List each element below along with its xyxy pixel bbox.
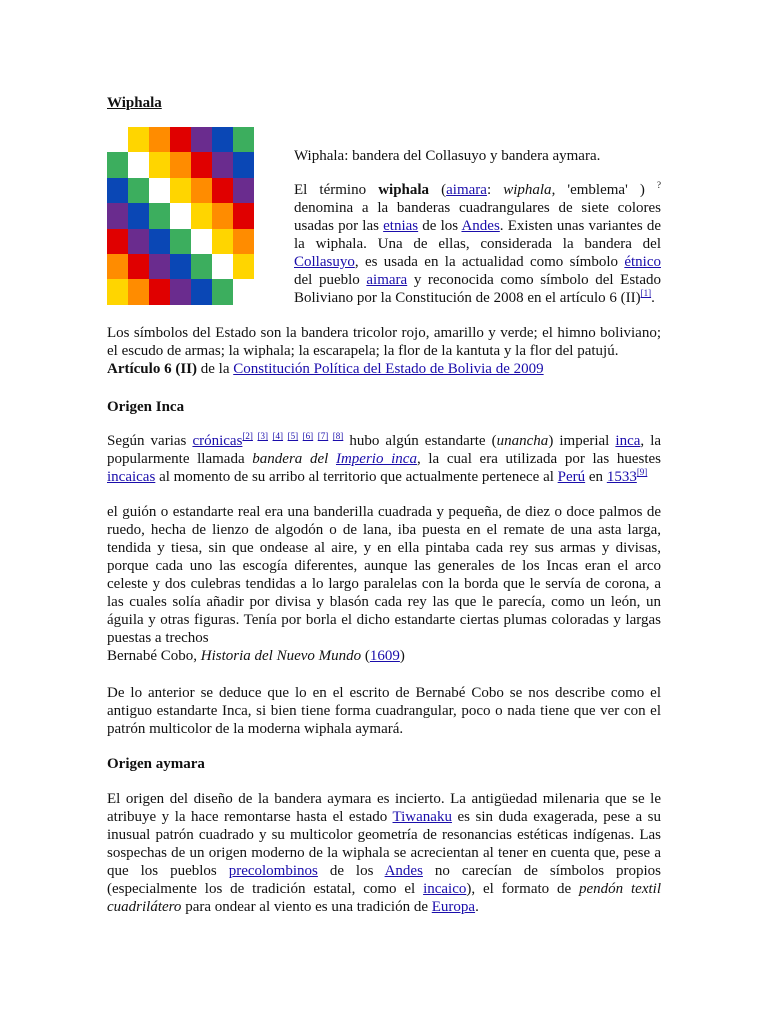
section-heading-origen-inca: Origen Inca bbox=[107, 399, 185, 415]
flag-square bbox=[212, 178, 233, 203]
text: en bbox=[585, 469, 607, 485]
flag-square bbox=[191, 229, 212, 254]
page-title: Wiphala bbox=[107, 95, 162, 111]
cobo-quote bbox=[107, 503, 661, 665]
link-precolombinos[interactable]: precolombinos bbox=[228, 863, 318, 879]
deduce-paragraph: De lo anterior se deduce que lo en el escrito de Bernabé Cobo se nos describe como el antiguo estandarte Inca, si bien tiene forma cuadrangular, poco o nada tiene que ver con el patrón multicolor de la moderna wiphala aymará. bbox=[107, 685, 661, 737]
text: , la cual era utilizada por las huestes bbox=[416, 451, 661, 467]
link-1533[interactable]: 1533 bbox=[606, 469, 637, 485]
wiphala-flag-image bbox=[107, 127, 254, 305]
link-cronicas[interactable]: crónicas bbox=[192, 433, 243, 449]
footnote-link[interactable]: [7] bbox=[317, 431, 329, 441]
flag-square bbox=[128, 203, 149, 228]
flag-square bbox=[149, 127, 170, 152]
flag-square bbox=[107, 127, 128, 152]
flag-square bbox=[107, 203, 128, 228]
flag-square bbox=[170, 127, 191, 152]
text: El origen del diseño de la bandera aymara es incierto. La antigüedad milenaria que se le atribuye y la hace remontarse hasta el estado bbox=[107, 791, 661, 825]
text: ) bbox=[399, 648, 405, 664]
text: Bernabé Cobo, bbox=[107, 648, 201, 664]
link-aimara[interactable]: aimara bbox=[366, 272, 408, 288]
text: de los bbox=[418, 218, 462, 234]
link-europa[interactable]: Europa bbox=[431, 899, 476, 915]
flag-square bbox=[233, 152, 254, 177]
flag-square bbox=[149, 279, 170, 304]
text: : bbox=[486, 182, 504, 198]
flag-square bbox=[107, 178, 128, 203]
link-incaico[interactable]: incaico bbox=[423, 881, 467, 897]
footnote-link[interactable]: [1] bbox=[640, 288, 652, 298]
flag-square bbox=[233, 229, 254, 254]
flag-square bbox=[128, 254, 149, 279]
link-aimara[interactable]: aimara bbox=[446, 182, 487, 198]
link-collasuyo[interactable]: Collasuyo bbox=[294, 254, 355, 270]
italic-term: wiphala bbox=[503, 182, 552, 198]
flag-square bbox=[170, 178, 191, 203]
italic-term: unancha bbox=[496, 433, 549, 449]
link-etnico[interactable]: étnico bbox=[624, 254, 661, 270]
link-inca[interactable]: inca bbox=[615, 433, 641, 449]
flag-square bbox=[212, 203, 233, 228]
text: hubo algún estandarte ( bbox=[343, 433, 497, 449]
link-peru[interactable]: Perú bbox=[557, 469, 586, 485]
flag-square bbox=[233, 178, 254, 203]
flag-square bbox=[212, 229, 233, 254]
text: ), el formato de bbox=[466, 881, 579, 897]
flag-square bbox=[149, 229, 170, 254]
text: El término bbox=[294, 182, 379, 198]
flag-square bbox=[149, 178, 170, 203]
origen-aymara-paragraph bbox=[107, 790, 661, 916]
flag-square bbox=[107, 152, 128, 177]
link-tiwanaku[interactable]: Tiwanaku bbox=[392, 809, 452, 825]
link-1609[interactable]: 1609 bbox=[369, 648, 400, 664]
link-etnias[interactable]: etnias bbox=[383, 218, 419, 234]
text: ( bbox=[361, 648, 370, 664]
bold-term: Artículo 6 (II) bbox=[107, 361, 197, 377]
link-andes[interactable]: Andes bbox=[384, 863, 423, 879]
text: ( bbox=[429, 182, 447, 198]
flag-square bbox=[212, 254, 233, 279]
flag-square bbox=[191, 254, 212, 279]
flag-caption: Wiphala: bandera del Collasuyo y bandera aymara. bbox=[294, 148, 601, 164]
text: de los bbox=[317, 863, 385, 879]
flag-square bbox=[149, 152, 170, 177]
text: es sin duda exagerada, pese a su inusual patrón cuadrado y su multicolor geometría de resonancias estéticas indígenas. Las sospechas de un origen moderno de la wiphala se acrecientan al tener en cuenta que, pese a que los pueblos bbox=[107, 809, 661, 879]
flag-square bbox=[233, 127, 254, 152]
section-heading-origen-aymara: Origen aymara bbox=[107, 756, 205, 772]
flag-square bbox=[170, 279, 191, 304]
footnote-link[interactable]: [8] bbox=[332, 431, 344, 441]
flag-square bbox=[107, 279, 128, 304]
footnote-link[interactable]: [9] bbox=[636, 467, 648, 477]
flag-square bbox=[170, 203, 191, 228]
flag-square bbox=[170, 229, 191, 254]
text: al momento de su arribo al territorio que actualmente pertenece al bbox=[155, 469, 558, 485]
flag-square bbox=[107, 229, 128, 254]
footnote-link[interactable]: [2] bbox=[242, 431, 253, 441]
text: y reconocida como símbolo del Estado Boliviano por la Constitución de 2008 en el artículo 6 (II) bbox=[294, 272, 662, 306]
footnote-link[interactable]: [3] bbox=[257, 431, 268, 441]
text: , la popularmente llamada bbox=[107, 433, 662, 467]
flag-square bbox=[149, 254, 170, 279]
text: Según varias bbox=[107, 433, 193, 449]
flag-square bbox=[128, 178, 149, 203]
italic-term: pendón textil cuadrilátero bbox=[107, 881, 661, 915]
origen-inca-paragraph bbox=[107, 432, 661, 486]
flag-square bbox=[233, 279, 254, 304]
flag-square bbox=[170, 254, 191, 279]
link-constitucion[interactable]: Constitución Política del Estado de Bolivia de 2009 bbox=[233, 361, 544, 377]
flag-square bbox=[212, 127, 233, 152]
text: Los símbolos del Estado son la bandera tricolor rojo, amarillo y verde; el himno boliviano; el escudo de armas; la wiphala; la escarapela; la flor de la kantuta y la flor del patujú. bbox=[107, 325, 661, 359]
flag-square bbox=[107, 254, 128, 279]
flag-square bbox=[191, 127, 212, 152]
footnote-link[interactable]: [6] bbox=[302, 431, 314, 441]
flag-square bbox=[149, 203, 170, 228]
text: . bbox=[651, 290, 655, 306]
italic-term: bandera del bbox=[252, 451, 336, 467]
text: . bbox=[475, 899, 479, 915]
flag-square bbox=[191, 152, 212, 177]
footnote-link[interactable]: [5] bbox=[287, 431, 299, 441]
simbolos-paragraph bbox=[107, 324, 661, 378]
flag-square bbox=[233, 254, 254, 279]
quote-text: el guión o estandarte real era una banderilla cuadrada y pequeña, de diez o doce palmos de ruedo, hecha de lienzo de algodón o de lana, iba puesta en el remate de una asta larga, tendida y tiesa, sin que ondease al aire, y en ella pintaba cada rey sus armas y divisas, porque cada uno las escogía diferentes, aunque las generales de los Incas eran el arco celeste y dos culebras tendidas a lo largo paralelas con la borda que le servía de corona, a las cuales solía añadir por divisa y blasón cada rey las que le parecía, como un león, un águila y otras figuras. Tenía por borla el dicho estandarte ciertas plumas coloradas y largas puestas a trechos bbox=[107, 504, 661, 646]
flag-square bbox=[128, 279, 149, 304]
footnote-mark: ? bbox=[656, 180, 661, 190]
text: para ondear al viento es una tradición de bbox=[181, 899, 432, 915]
flag-square bbox=[212, 152, 233, 177]
text: , 'emblema' ) bbox=[551, 182, 657, 198]
text: de la bbox=[197, 361, 234, 377]
link-incaicas[interactable]: incaicas bbox=[107, 469, 156, 485]
flag-square bbox=[191, 178, 212, 203]
flag-square bbox=[128, 152, 149, 177]
text: no carecían de símbolos propios (especialmente los de tradición estatal, como el bbox=[107, 863, 661, 897]
text: , es usada en la actualidad como símbolo bbox=[354, 254, 625, 270]
book-title: Historia del Nuevo Mundo bbox=[200, 648, 362, 664]
text: del pueblo bbox=[294, 272, 367, 288]
wiphala-definition bbox=[294, 181, 661, 307]
flag-square bbox=[128, 229, 149, 254]
bold-term: wiphala bbox=[378, 182, 430, 198]
text: denomina a la banderas cuadrangulares de siete colores usadas por las bbox=[294, 200, 661, 234]
link-imperio-inca[interactable]: Imperio inca bbox=[335, 451, 417, 467]
flag-square bbox=[191, 279, 212, 304]
text: . Existen unas variantes de la wiphala. Una de ellas, considerada la bandera del bbox=[294, 218, 661, 252]
flag-square bbox=[170, 152, 191, 177]
flag-square bbox=[233, 203, 254, 228]
flag-square bbox=[191, 203, 212, 228]
flag-square bbox=[128, 127, 149, 152]
footnote-link[interactable]: [4] bbox=[272, 431, 284, 441]
flag-square bbox=[212, 279, 233, 304]
link-andes[interactable]: Andes bbox=[461, 218, 500, 234]
text: ) imperial bbox=[548, 433, 616, 449]
